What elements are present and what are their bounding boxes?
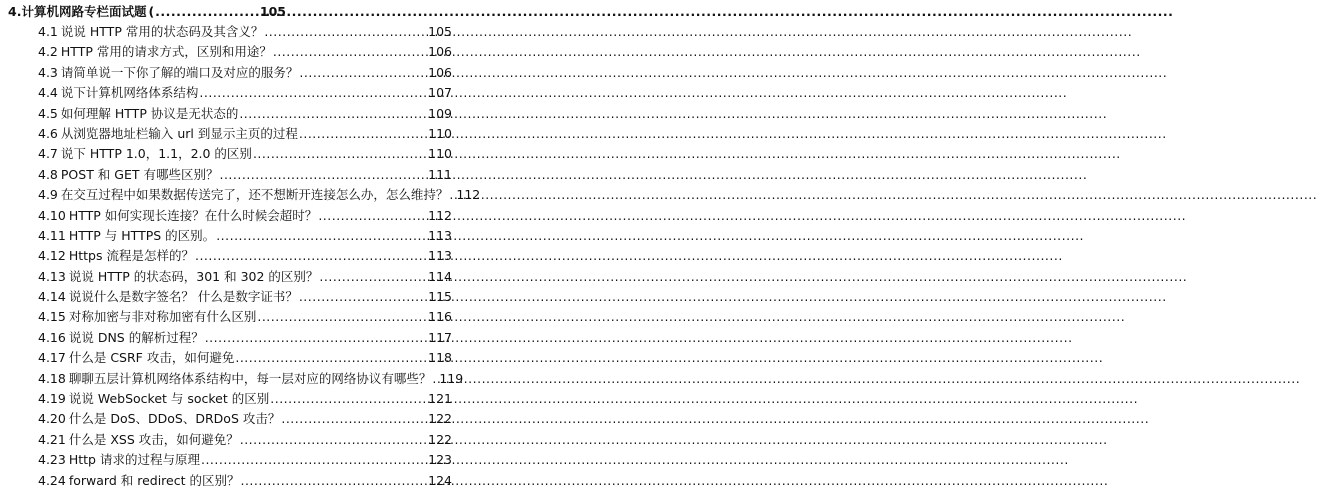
entry-title: Http 请求的过程与原理: [68, 452, 200, 468]
entry-title: POST 和 GET 有哪些区别？: [60, 166, 219, 182]
dot-leader: [299, 287, 427, 307]
entry-page-number: 109: [428, 105, 452, 121]
toc-chapter-heading[interactable]: [0, 3, 474, 21]
dot-leader: [155, 3, 259, 21]
dot-leader: [270, 389, 427, 409]
entry-title: 说说什么是数字签名？ 什么是数字证书？: [68, 289, 298, 305]
entry-page-number: 115: [428, 289, 452, 305]
entry-title: forward 和 redirect 的区别？: [68, 472, 240, 488]
entry-number: 4.16: [38, 329, 66, 345]
entry-number: 4.2: [38, 44, 58, 60]
dot-leader: [205, 328, 427, 348]
entry-page-number: 122: [428, 411, 452, 427]
entry-number: 4.8: [38, 166, 58, 182]
entry-title: 什么是 CSRF 攻击，如何避免: [68, 350, 235, 366]
entry-page-number: 112: [428, 207, 452, 223]
entry-title: 从浏览器地址栏输入 url 到显示主页的过程: [60, 125, 298, 141]
dot-leader: [195, 246, 427, 266]
entry-title: HTTP 常用的请求方式，区别和用途？: [60, 44, 272, 60]
toc-entry-list: [0, 22, 481, 491]
toc-entry[interactable]: [0, 124, 474, 144]
entry-number: 4.12: [38, 248, 66, 264]
entry-number: 4.6: [38, 125, 58, 141]
entry-page-number: 123: [428, 452, 452, 468]
dot-leader: [318, 206, 427, 226]
entry-page-number: 107: [428, 85, 452, 101]
entry-number: 4.3: [38, 64, 58, 80]
entry-number: 4.7: [38, 146, 58, 162]
entry-page-number: 116: [428, 309, 452, 325]
toc-entry[interactable]: [0, 22, 474, 42]
entry-title: HTTP 与 HTTPS 的区别。: [68, 227, 216, 243]
entry-title: 说说 HTTP 常用的状态码及其含义？: [60, 24, 264, 39]
chapter-page-number: 105: [259, 4, 286, 19]
entry-page-number: 106: [428, 64, 452, 80]
entry-page-number: 114: [428, 268, 452, 284]
toc-entry[interactable]: [0, 104, 474, 124]
entry-page-number: 124: [428, 472, 452, 488]
dot-leader: [216, 226, 427, 246]
dot-leader: [199, 83, 427, 103]
dot-leader: [273, 42, 427, 62]
entry-page-number: 122: [428, 431, 452, 447]
toc-entry[interactable]: [0, 144, 474, 164]
entry-number: 4.1: [38, 24, 58, 39]
dot-leader: [240, 471, 427, 491]
entry-number: 4.19: [38, 391, 66, 407]
dot-leader: [219, 165, 427, 185]
toc-entry[interactable]: [0, 471, 474, 491]
dot-leader: [281, 409, 427, 429]
entry-title: 说说 DNS 的解析过程？: [68, 329, 204, 345]
chapter-open-paren: (: [148, 4, 155, 19]
entry-title: 说说 WebSocket 与 socket 的区别: [68, 391, 270, 407]
toc-entry[interactable]: [0, 267, 474, 287]
toc-entry[interactable]: [0, 246, 474, 266]
entry-page-number: 112: [456, 187, 481, 203]
chapter-title: 4.计算机网路专栏面试题: [8, 4, 147, 19]
dot-leader: [432, 369, 438, 389]
toc-entry[interactable]: [0, 389, 474, 409]
entry-page-number: 106: [428, 44, 452, 60]
entry-page-number: 117: [428, 329, 452, 345]
entry-page-number: 113: [428, 248, 452, 264]
toc-entry[interactable]: [0, 450, 474, 470]
toc-entry[interactable]: [0, 206, 474, 226]
entry-title: 什么是 DoS、DDoS、DRDoS 攻击？: [68, 411, 281, 427]
entry-number: 4.13: [38, 268, 66, 284]
toc-entry[interactable]: [0, 409, 474, 429]
toc-entry[interactable]: [0, 287, 474, 307]
entry-number: 4.20: [38, 411, 66, 427]
entry-title: 说下 HTTP 1.0，1.1，2.0 的区别: [60, 146, 252, 162]
dot-leader: [449, 185, 455, 205]
dot-leader: [240, 430, 427, 450]
dot-leader: [235, 348, 427, 368]
toc-entry[interactable]: [0, 307, 474, 327]
entry-page-number: 121: [428, 391, 452, 407]
toc-entry[interactable]: [0, 63, 474, 83]
entry-title: 聊聊五层计算机网络体系结构中，每一层对应的网络协议有哪些？: [68, 370, 432, 386]
entry-page-number: 111: [428, 166, 452, 182]
toc-entry[interactable]: [0, 348, 474, 368]
entry-number: 4.4: [38, 85, 58, 101]
entry-number: 4.9: [38, 187, 58, 203]
entry-title: 什么是 XSS 攻击，如何避免？: [68, 431, 239, 447]
toc-entry[interactable]: [0, 430, 474, 450]
entry-title: 说说 HTTP 的状态码，301 和 302 的区别？: [68, 268, 319, 284]
entry-title: 在交互过程中如果数据传送完了，还不想断开连接怎么办，怎么维持？: [60, 187, 449, 203]
entry-number: 4.17: [38, 350, 66, 366]
toc-entry[interactable]: [0, 42, 474, 62]
entry-number: 4.14: [38, 289, 66, 305]
dot-leader: [264, 22, 427, 42]
entry-number: 4.15: [38, 309, 66, 325]
entry-number: 4.18: [38, 370, 66, 386]
toc-entry[interactable]: [0, 369, 474, 389]
dot-leader: [257, 307, 427, 327]
entry-page-number: 105: [428, 24, 452, 39]
entry-title: 如何理解 HTTP 协议是无状态的: [60, 105, 239, 121]
toc-entry[interactable]: [0, 328, 474, 348]
entry-title: 请简单说一下你了解的端口及对应的服务？: [60, 64, 299, 80]
dot-leader: [319, 267, 427, 287]
entry-number: 4.21: [38, 431, 66, 447]
entry-page-number: 118: [428, 350, 452, 366]
entry-page-number: 110: [428, 125, 452, 141]
dot-leader: [201, 450, 427, 470]
entry-number: 4.5: [38, 105, 58, 121]
entry-title: 对称加密与非对称加密有什么区别: [68, 309, 257, 325]
dot-leader: [299, 63, 427, 83]
entry-number: 4.10: [38, 207, 66, 223]
entry-title: HTTP 如何实现长连接？在什么时候会超时？: [68, 207, 318, 223]
dot-leader: [253, 144, 427, 164]
table-of-contents: [0, 0, 481, 488]
toc-entry[interactable]: [0, 185, 481, 205]
entry-number: 4.23: [38, 452, 66, 468]
dot-leader: [239, 104, 427, 124]
toc-entry[interactable]: [0, 226, 474, 246]
entry-page-number: 113: [428, 227, 452, 243]
entry-number: 4.24: [38, 472, 66, 488]
dot-leader: [299, 124, 427, 144]
entry-title: 说下计算机网络体系结构: [60, 85, 199, 101]
entry-page-number: 110: [428, 146, 452, 162]
entry-number: 4.11: [38, 227, 66, 243]
toc-entry[interactable]: [0, 83, 474, 103]
entry-page-number: 119: [439, 370, 464, 386]
entry-title: Https 流程是怎样的？: [68, 248, 194, 264]
toc-entry[interactable]: [0, 165, 474, 185]
